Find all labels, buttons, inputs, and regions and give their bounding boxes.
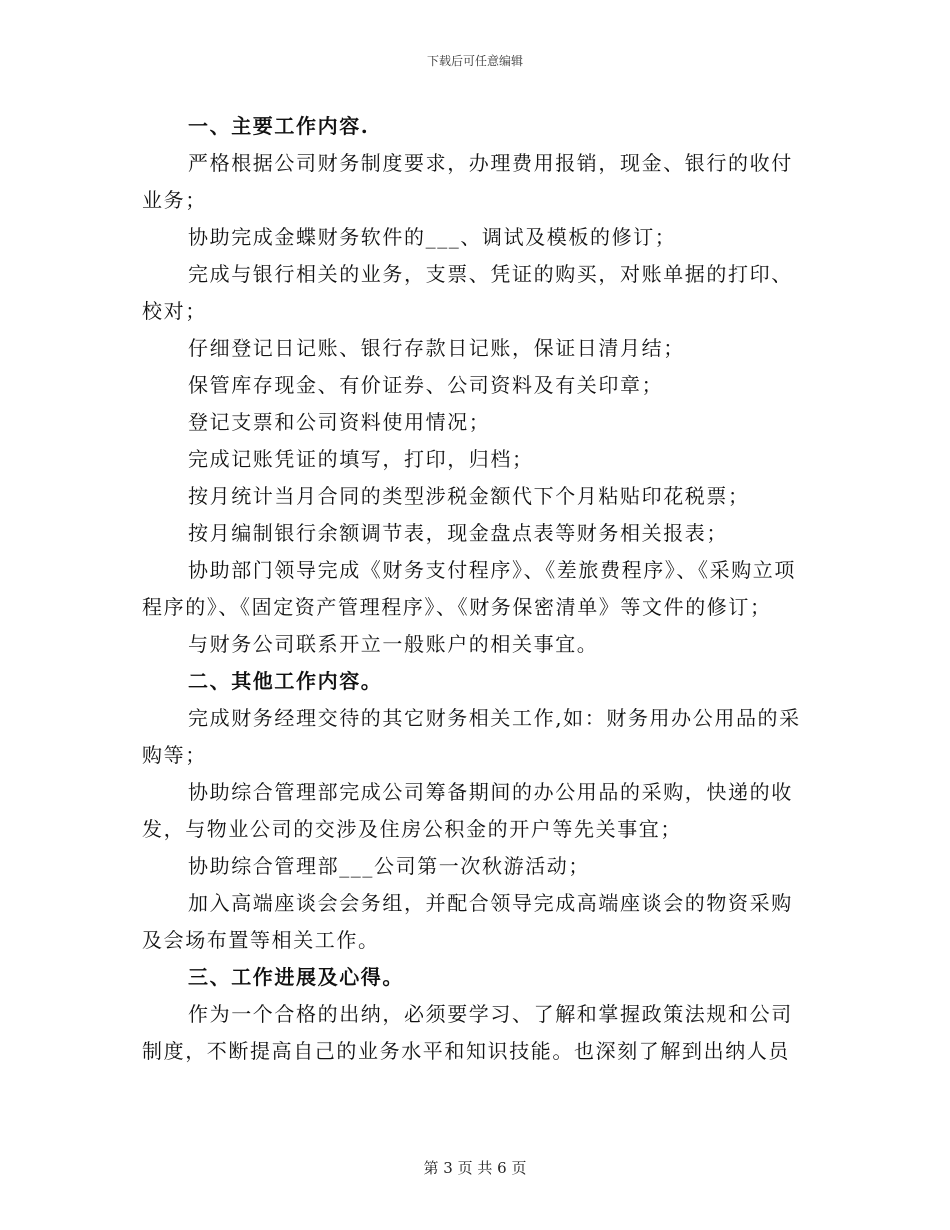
- page-header: 下载后可任意编辑: [426, 54, 523, 68]
- paragraph: 按月统计当月合同的类型涉税金额代下个月粘贴印花税票；: [188, 484, 750, 508]
- paragraph: 完成记账凭证的填写，打印，归档；: [188, 447, 534, 471]
- paragraph: 协助综合管理部完成公司筹备期间的办公用品的采购，快递的收发，与物业公司的交涉及住房公积金的开户等先关事宜；: [142, 780, 793, 841]
- paragraph: 加入高端座谈会会务组，并配合领导完成高端座谈会的物资采购及会场布置等相关工作。: [142, 891, 793, 952]
- paragraph: 完成财务经理交待的其它财务相关工作,如：财务用办公用品的采购等；: [142, 706, 801, 767]
- paragraph: 完成与银行相关的业务，支票、凭证的购买，对账单据的打印、校对；: [142, 262, 793, 323]
- paragraph: 登记支票和公司资料使用情况；: [188, 410, 491, 434]
- page-footer: 第 3 页 共 6 页: [423, 1159, 527, 1177]
- paragraph: 按月编制银行余额调节表，现金盘点表等财务相关报表；: [188, 521, 728, 545]
- document-body: [142, 108, 810, 1070]
- paragraph: 仔细登记日记账、银行存款日记账，保证日清月结；: [188, 336, 685, 360]
- paragraph: 保管库存现金、有价证券、公司资料及有关印章；: [188, 373, 664, 397]
- paragraph: 作为一个合格的出纳，必须要学习、了解和掌握政策法规和公司制度，不断提高自己的业务水平和知识技能。也深刻了解到出纳人员: [142, 1002, 793, 1063]
- paragraph: 协助综合管理部___公司第一次秋游活动；: [188, 854, 590, 878]
- paragraph: 协助完成金蝶财务软件的___、调试及模板的修订；: [188, 225, 677, 249]
- paragraph: 严格根据公司财务制度要求，办理费用报销，现金、银行的收付业务；: [142, 151, 793, 212]
- section-heading-3: 三、工作进展及心得。: [188, 965, 404, 989]
- paragraph: 与财务公司联系开立一般账户的相关事宜。: [188, 632, 599, 656]
- section-heading-1: 一、主要工作内容.: [188, 114, 370, 138]
- section-heading-2: 二、其他工作内容。: [188, 669, 383, 693]
- paragraph: 协助部门领导完成《财务支付程序》、《差旅费程序》、《采购立项程序的》、《固定资产管理程序》、《财务保密清单》等文件的修订；: [142, 558, 796, 619]
